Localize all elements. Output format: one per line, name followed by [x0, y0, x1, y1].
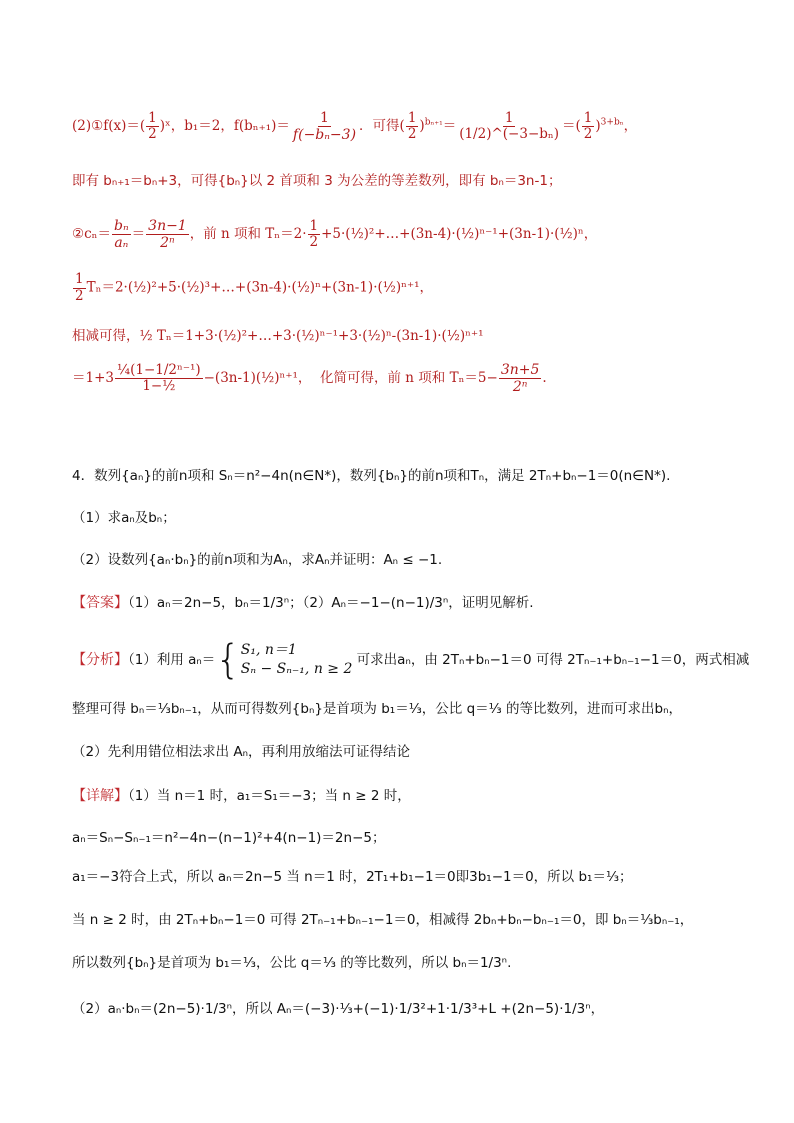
- rhs-fraction: $\frac{1}{\text{(1/2)\textasciicircum{}(−3−bₙ)}}$: [459, 109, 560, 143]
- sol2-line3: ②cₙ＝ $\frac{\text{bₙ}}{\text{aₙ}}$ ＝ $\frac{3n-1}{\text{2ⁿ}}$ ，前 n 项和 Tₙ＝2· $\frac{1}{2}$ +5·(½)²+…+(3n-4)·(½)ⁿ⁻¹+(3n-1)·(½)ⁿ，: [72, 217, 598, 252]
- detail-line5: 所以数列{bₙ}是首项为 b₁＝⅓，公比 q＝⅓ 的等比数列，所以 bₙ＝1/3ⁿ.: [72, 955, 512, 971]
- piecewise: S₁, n＝1 Sₙ − Sₙ₋₁, n ≥ 2: [240, 642, 353, 677]
- sol2-line4: $\frac{1}{2}$ Tₙ＝2·(½)²+5·(½)³+…+(3n-4)·(½)ⁿ+(3n-1)·(½)ⁿ⁺¹，: [75, 271, 433, 304]
- detail-label: 【详解】: [72, 788, 128, 804]
- analysis-label: 【分析】: [72, 652, 128, 668]
- sol2-line2: 即有 bₙ₊₁＝bₙ+3，可得{bₙ}以 2 首项和 3 为公差的等差数列，即有 bₙ＝3n-1；: [72, 173, 562, 189]
- sol2-line5: 相减可得，½ Tₙ＝1+3·(½)²+…+3·(½)ⁿ⁻¹+3·(½)ⁿ-(3n-1)·(½)ⁿ⁺¹: [72, 328, 484, 344]
- detail-line3: a₁＝−3符合上式，所以 aₙ＝2n−5 当 n＝1 时，2T₁+b₁−1＝0即3b₁−1＝0，所以 b₁＝⅓；: [72, 869, 633, 885]
- detail-line6: （2）aₙ·bₙ＝(2n−5)·1/3ⁿ，所以 Aₙ＝(−3)·⅓+(−1)·1/3²+1·1/3³+L +(2n−5)·1/3ⁿ，: [72, 1001, 605, 1017]
- analysis-line2: 整理可得 bₙ＝⅓bₙ₋₁，从而可得数列{bₙ}是首项为 b₁＝⅓，公比 q＝⅓ 的等比数列，进而可求出bₙ，: [72, 701, 682, 717]
- q4-part2: （2）设数列{aₙ·bₙ}的前n项和为Aₙ，求Aₙ并证明：Aₙ ≤ −1.: [72, 552, 443, 568]
- analysis-line1: 【分析】（1）利用 aₙ＝{ S₁, n＝1 Sₙ − Sₙ₋₁, n ≥ 2 可求出aₙ，由 2Tₙ+bₙ−1＝0 可得 2Tₙ₋₁+bₙ₋₁−1＝0，两式相减: [72, 637, 750, 683]
- big-fraction: $\frac{\text{¼(1−1/2ⁿ⁻¹)}}{\text{1−½}}$: [117, 361, 201, 395]
- detail-line1: 【详解】（1）当 n＝1 时，a₁＝S₁＝−3；当 n ≥ 2 时，: [72, 788, 411, 804]
- detail-line2: aₙ＝Sₙ−Sₙ₋₁＝n²−4n−(n−1)²+4(n−1)＝2n−5；: [72, 830, 386, 846]
- answer-label: 【答案】: [72, 595, 128, 611]
- cn-fraction: $\frac{3n-1}{\text{2ⁿ}}$: [148, 218, 187, 252]
- answer-line: 【答案】（1）aₙ＝2n−5，bₙ＝1/3ⁿ；（2）Aₙ＝−1−(n−1)/3ⁿ，证明见解析.: [72, 595, 534, 611]
- q4-part1: （1）求aₙ及bₙ；: [72, 510, 176, 526]
- detail-line4: 当 n ≥ 2 时，由 2Tₙ+bₙ−1＝0 可得 2Tₙ₋₁+bₙ₋₁−1＝0，相减得 2bₙ+bₙ−bₙ₋₁＝0，即 bₙ＝⅓bₙ₋₁，: [72, 912, 694, 928]
- half-fraction: $\frac{1}{2}$: [148, 109, 157, 143]
- tn-fraction: $\frac{3n+5}{\text{2ⁿ}}$: [500, 362, 540, 396]
- analysis-line3: （2）先利用错位相法求出 Aₙ，再利用放缩法可证得结论: [72, 744, 410, 760]
- sol2-line6: ＝1+3 $\frac{\text{¼(1−1/2ⁿ⁻¹)}}{\text{1−½}}$ −(3n-1)(½)ⁿ⁺¹， 化简可得，前 n 项和 Tₙ＝5− $\frac{3n+5}{\text{2ⁿ}}$ .: [72, 361, 547, 396]
- sol2-line1: (2)①f(x)＝( $\frac{1}{2}$ )ˣ，b₁＝2，f(bₙ₊₁)＝ $\frac{1}{\text{f(−bₙ−3)}}$ ．可得( $\frac{1}{2}$ )$^{b_{n+1}}$＝ $\frac{1}{\text{(1/2)\textasciicircum{}(−3−bₙ)}}$ ＝( $\frac{1}{2}$ )$^{3+b_n}$，: [72, 109, 638, 144]
- f-fraction: $\frac{1}{\text{f(−bₙ−3)}}$: [292, 110, 357, 144]
- q4-stem: 4．数列{aₙ}的前n项和 Sₙ＝n²−4n(n∈N*)，数列{bₙ}的前n项和Tₙ，满足 2Tₙ+bₙ−1＝0(n∈N*).: [72, 468, 671, 484]
